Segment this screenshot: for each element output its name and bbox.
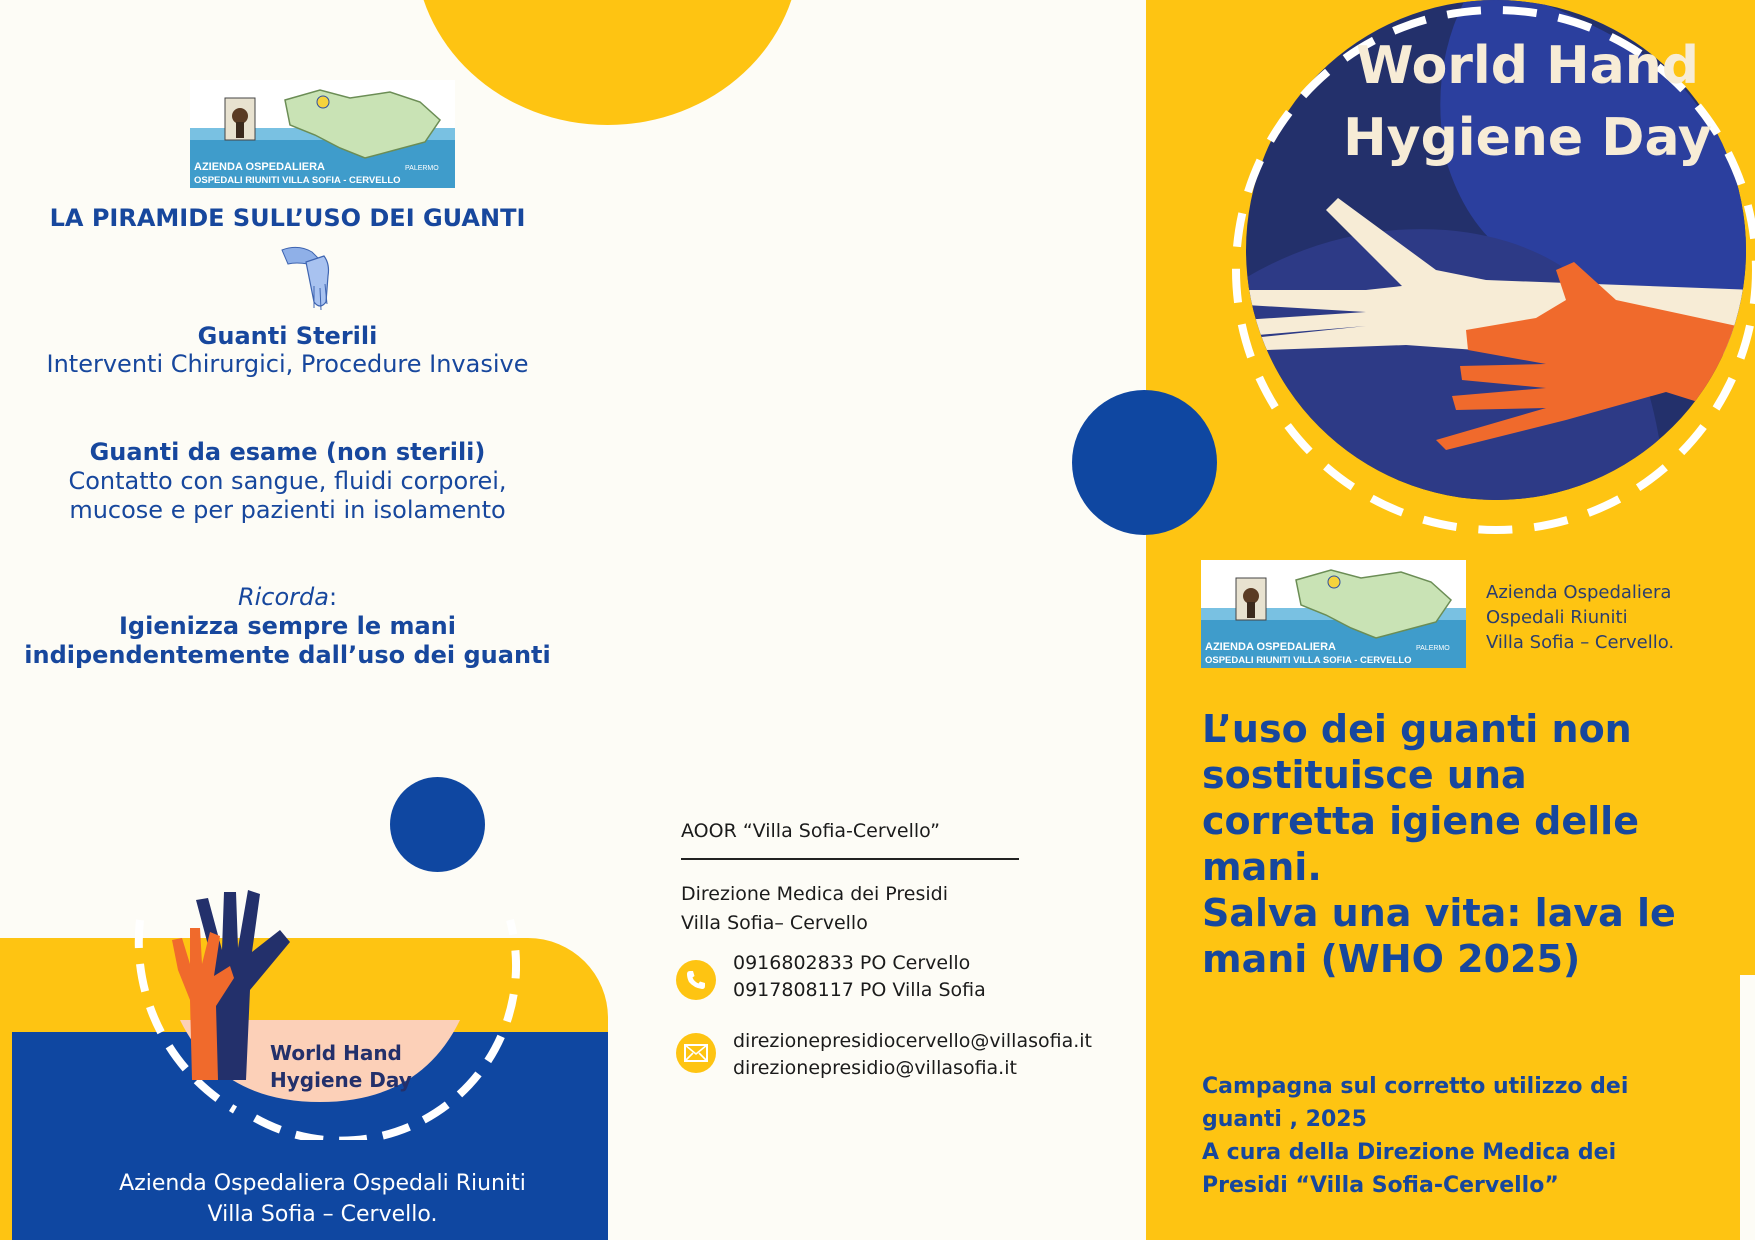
remember-word: Ricorda (237, 583, 329, 611)
pyramid-title: LA PIRAMIDE SULL’USO DEI GUANTI (49, 204, 526, 232)
exam-gloves-body (20, 467, 555, 525)
headline-line2: sostituisce una (1202, 753, 1527, 797)
email-addresses (733, 1028, 1092, 1082)
gloves-headline (1202, 706, 1682, 982)
world-hand-hygiene-day-title (1300, 30, 1755, 174)
direction-info (681, 880, 948, 938)
logo-right-line1: AZIENDA OSPEDALIERA (1205, 641, 1336, 653)
right-org-line1: Azienda Ospedaliera (1486, 582, 1672, 603)
email-cervello[interactable]: direzionepresidiocervello@villasofia.it (733, 1030, 1093, 1052)
campaign-info (1202, 1070, 1682, 1202)
remember-label (20, 583, 555, 612)
decorative-blue-circle (390, 777, 485, 872)
headline-line6: mani (WHO 2025) (1202, 937, 1581, 981)
caption-line1: Azienda Ospedaliera Ospedali Riuniti (119, 1171, 526, 1196)
decorative-blue-circle-mid (1072, 390, 1217, 535)
remember-line2: indipendentemente dall’uso dei guanti (24, 641, 551, 669)
title-line2: Hygiene Day (1343, 108, 1712, 168)
headline-line3: corretta igiene delle (1202, 799, 1639, 843)
headline-line4: mani. (1202, 845, 1322, 889)
glove-icon (280, 242, 340, 316)
title-line1: World Hand (1356, 36, 1699, 96)
remember-colon: : (328, 583, 338, 611)
badge-line1: World Hand (270, 1041, 402, 1065)
badge-line2: Hygiene Day (270, 1068, 412, 1092)
exam-gloves-line2: mucose e per pazienti in isolamento (69, 496, 506, 524)
panel-edge (1740, 975, 1755, 1240)
headline-line5: Salva una vita: lava le (1202, 891, 1676, 935)
caption-line2: Villa Sofia – Cervello. (207, 1202, 438, 1227)
direction-line2: Villa Sofia– Cervello (681, 912, 868, 934)
sterile-gloves-body: Interventi Chirurgici, Procedure Invasive (46, 350, 529, 378)
phone-numbers (733, 950, 986, 1004)
right-org-line3: Villa Sofia – Cervello. (1486, 632, 1675, 653)
sterile-gloves-title: Guanti Sterili (197, 322, 378, 350)
direction-line1: Direzione Medica dei Presidi (681, 883, 948, 905)
mail-icon (676, 1033, 716, 1073)
logo-right-city: PALERMO (1416, 645, 1450, 652)
campaign-line2: guanti , 2025 (1202, 1107, 1367, 1132)
logo-line1: AZIENDA OSPEDALIERA (194, 161, 325, 173)
logo-right-line2: OSPEDALI RIUNITI VILLA SOFIA - CERVELLO (1205, 655, 1412, 666)
campaign-line4: Presidi “Villa Sofia-Cervello” (1202, 1173, 1559, 1198)
campaign-line1: Campagna sul corretto utilizzo dei (1202, 1074, 1629, 1099)
headline-line1: L’uso dei guanti non (1202, 707, 1632, 751)
organization-name: AOOR “Villa Sofia-Cervello” (681, 820, 940, 842)
decorative-yellow-circle (415, 0, 800, 125)
hand-hygiene-badge (120, 880, 520, 1144)
hospital-logo (190, 80, 455, 188)
campaign-line3: A cura della Direzione Medica dei (1202, 1140, 1617, 1165)
separator-line (681, 858, 1019, 860)
hospital-logo-right (1201, 560, 1466, 668)
right-organization (1486, 580, 1674, 655)
logo-city: PALERMO (405, 165, 439, 172)
exam-gloves-line1: Contatto con sangue, fluidi corporei, (68, 467, 507, 495)
logo-line2: OSPEDALI RIUNITI VILLA SOFIA - CERVELLO (194, 175, 401, 186)
bottom-left-caption (90, 1168, 555, 1230)
right-org-line2: Ospedali Riuniti (1486, 607, 1628, 628)
remember-body (20, 612, 555, 670)
exam-gloves-title: Guanti da esame (non sterili) (89, 438, 486, 466)
phone-icon (676, 960, 716, 1000)
remember-line1: Igienizza sempre le mani (118, 612, 456, 640)
phone-cervello: 0916802833 PO Cervello (733, 952, 971, 974)
phone-villa-sofia: 0917808117 PO Villa Sofia (733, 979, 986, 1001)
email-direzione[interactable]: direzionepresidio@villasofia.it (733, 1057, 1017, 1079)
